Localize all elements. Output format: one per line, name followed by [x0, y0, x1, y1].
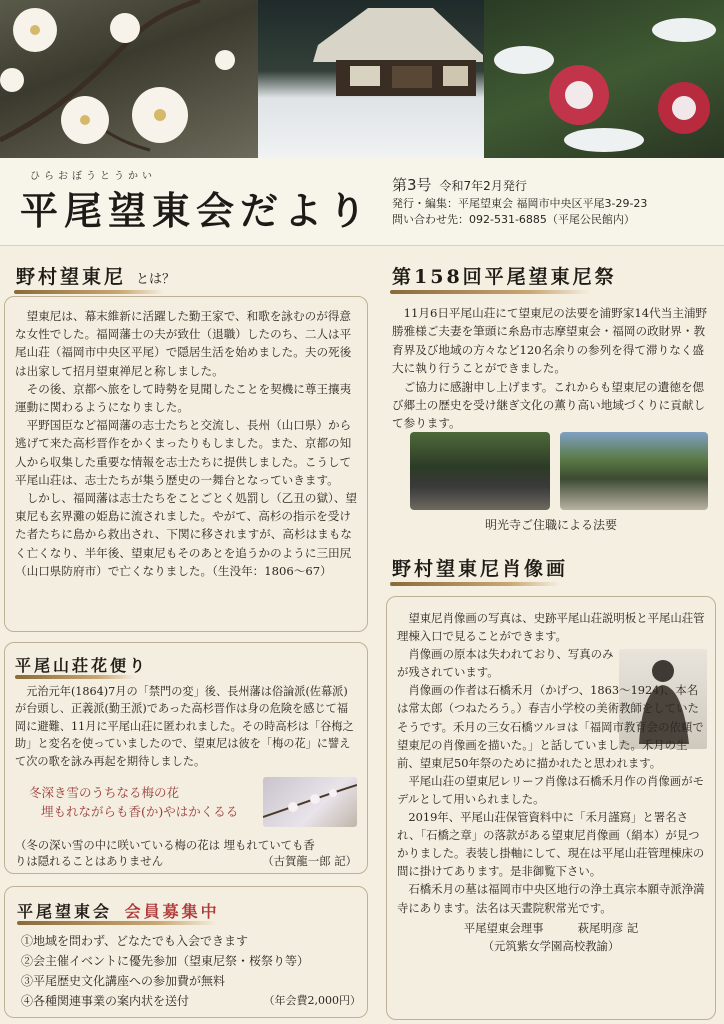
author-signature: 平尾望東会理事 萩尾明彦 記	[463, 920, 639, 935]
membership-benefits	[21, 931, 361, 1011]
plum-branch-icon	[263, 777, 357, 827]
portrait-para: 2019年、平尾山荘保管資料中に「禾月謹寫」と署名され、「石橋之章」の落款がある望東尼肖像画（絹本）が見つかりました。表装し掛軸にして、現在は平尾山荘管理棟床の間に掛けてあります。是非御覧下さい。	[397, 810, 705, 879]
portrait-para: 肖像画の原本は失われており、写真のみが残されています。	[397, 647, 614, 680]
flower-news-box	[4, 642, 368, 874]
flower-news-para: 元治元年(1864)7月の「禁門の変」後、長州藩は俗論派(佐幕派)が台頭し、正義派(勤王派)であった高杉晋作は身の危険を感じて福岡に避難、11月に平尾山荘に匿われました。その時高杉は「谷梅之助」と変名を使っていましたので、望東尼は彼を「梅の花」に譬えて次の歌を詠み再起を期待しました。	[15, 685, 354, 768]
publisher: 発行・編集：平尾望東会 福岡市中央区平尾3-29-23	[392, 197, 648, 210]
list-item: ②会主催イベントに優先参加（望東尼祭・桜祭り等）	[21, 954, 310, 968]
portrait-para: 肖像画の作者は石橋禾月（かげつ、1863〜1924)、本名は常太郎（つねたろう。）春吉小学校の美術教師をしていたそうです。禾月の三女石橋ツルヨは「福岡市教育会の依頼で望東尼の肖像画を描いた。」と話していました。禾月の生前、望東尼50年祭のために描かれたと思われます。	[397, 683, 704, 770]
section-heading-about	[16, 262, 175, 289]
about-text	[15, 307, 357, 580]
ceremony-photo-1	[410, 432, 550, 510]
heading-sub: とは？	[136, 272, 176, 287]
membership-box	[4, 886, 368, 1018]
translation-line-2: りは隠れることはありません	[15, 854, 164, 868]
header-photos	[0, 0, 724, 158]
heading-brush	[390, 582, 560, 586]
translation-line-1: （冬の深い雪の中に咲いている梅の花は 埋もれていても香	[15, 838, 315, 852]
heading-brush	[14, 290, 164, 294]
membership-title-highlight: 会員募集中	[124, 902, 220, 921]
list-item: ③平尾歴史文化講座への参加費が無料	[21, 974, 226, 988]
plum-blossom-illustration	[0, 0, 258, 158]
poem-line-1: 冬深き雪のうちなる梅の花	[29, 785, 180, 800]
about-box	[4, 296, 368, 632]
portrait-para: 望東尼肖像画の写真は、史跡平尾山荘説明板と平尾山荘管理棟入口で見ることができます。	[397, 611, 705, 644]
festival-para: 11月6日平尾山荘にて望東尼の法要を浦野家14代当主浦野勝雅様ご夫妻を筆頭に糸島市志摩望東会・福岡の政財界・教育界及び地域の方々など120名余りの参列を得て滞りなく盛大に執り行うことができました。	[392, 306, 708, 376]
festival-para: ご協力に感謝申し上げます。これからも望東尼の遺徳を偲び郷土の歴史を受け継ぎ文化の薫り高い地域づくりに貢献して参ります。	[392, 379, 706, 431]
portrait-box	[386, 596, 716, 1020]
flower-news-text	[15, 683, 357, 770]
newsletter-title: 平尾望東会だより	[20, 188, 373, 233]
plum-blossom-photo	[0, 0, 258, 158]
thatched-house-illustration	[258, 0, 484, 158]
ceremony-photo-2	[560, 432, 708, 510]
about-para: 望東尼は、幕末維新に活躍した勤王家で、和歌を詠むのが得意な女性でした。福岡藩士の夫が致仕（退職）したのち、二人は平尾山荘（福岡市中央区平尾）で隠居生活を始めました。夫の死後は出家して招月望東禅尼と称しました。	[15, 309, 352, 378]
list-item	[21, 991, 361, 1011]
portrait-text	[397, 609, 705, 955]
publisher-info	[392, 196, 647, 228]
camellia-photo	[484, 0, 724, 158]
list-item-text: ④各種関連事業の案内状を送付	[21, 994, 190, 1008]
title-ruby: ひらおぼうとうかい	[30, 171, 156, 182]
membership-heading	[17, 899, 220, 922]
camellia-illustration	[484, 0, 724, 158]
membership-title: 平尾望東会	[17, 902, 113, 921]
poem-line-2: 埋もれながらも香(か)やはかくるる	[41, 804, 239, 819]
heading-brush	[390, 290, 590, 294]
about-para: しかし、福岡藩は志士たちをことごとく処罰し（乙丑の獄）、望東尼も玄界灘の姫島に流されました。やがて、高杉の指示を受けた者たちに島から救出され、下関に移されますが、高杉はまもなく亡くなり、半年後、望東尼もそのあとを追うかのように三田尻（山口県防府市）で亡くなりました。（生没年：1806〜67）	[15, 491, 358, 578]
author-credit: （古賀龍一郎 記）	[262, 854, 357, 868]
issue-info	[392, 174, 527, 195]
about-para: その後、京都へ旅をして時勢を見聞したことを契機に尊王攘夷運動に関わるようになりました。	[15, 381, 352, 415]
about-para: 平野国臣など福岡藩の志士たちと交流し、長州（山口県）から逃げて来た高杉晋作をかくまったりもしました。また、京都の知人から収集した重要な情報を志士たちに提供しました。こうして平尾山荘は、志士たちが集う歴史の一舞台となっていきます。	[15, 418, 352, 487]
heading-brush	[17, 921, 217, 925]
contact: 問い合わせ先：092-531-6885（平尾公民館内）	[392, 213, 635, 226]
issue-date: 令和7年2月発行	[439, 179, 527, 193]
festival-text	[392, 304, 710, 433]
heading-brush	[15, 675, 135, 679]
heading-text: 野村望東尼	[16, 266, 127, 288]
festival-heading: 第158回平尾望東尼祭	[392, 266, 617, 288]
poem	[15, 783, 255, 821]
annual-fee: （年会費2,000円）	[263, 994, 361, 1007]
flower-news-heading: 平尾山荘花便り	[15, 656, 149, 675]
plum-photo	[263, 777, 357, 827]
portrait-heading: 野村望東尼肖像画	[392, 558, 569, 580]
poem-translation	[15, 837, 357, 869]
author-affiliation: （元筑紫女学園高校教諭）	[482, 938, 620, 953]
issue-number: 第3号	[392, 176, 432, 194]
portrait-para: 石橋禾月の墓は福岡市中央区地行の浄土真宗本願寺派浄満寺にあります。法名は天晝院釈常光です。	[397, 882, 705, 915]
list-item: ①地域を問わず、どなたでも入会できます	[21, 934, 249, 948]
masthead	[0, 158, 724, 246]
thatched-house-photo	[258, 0, 484, 158]
photo-caption: 明光寺ご住職による法要	[485, 518, 618, 532]
portrait-para: 平尾山荘の望東尼レリーフ肖像は石橋禾月作の肖像画がモデルとして用いられました。	[397, 773, 704, 806]
